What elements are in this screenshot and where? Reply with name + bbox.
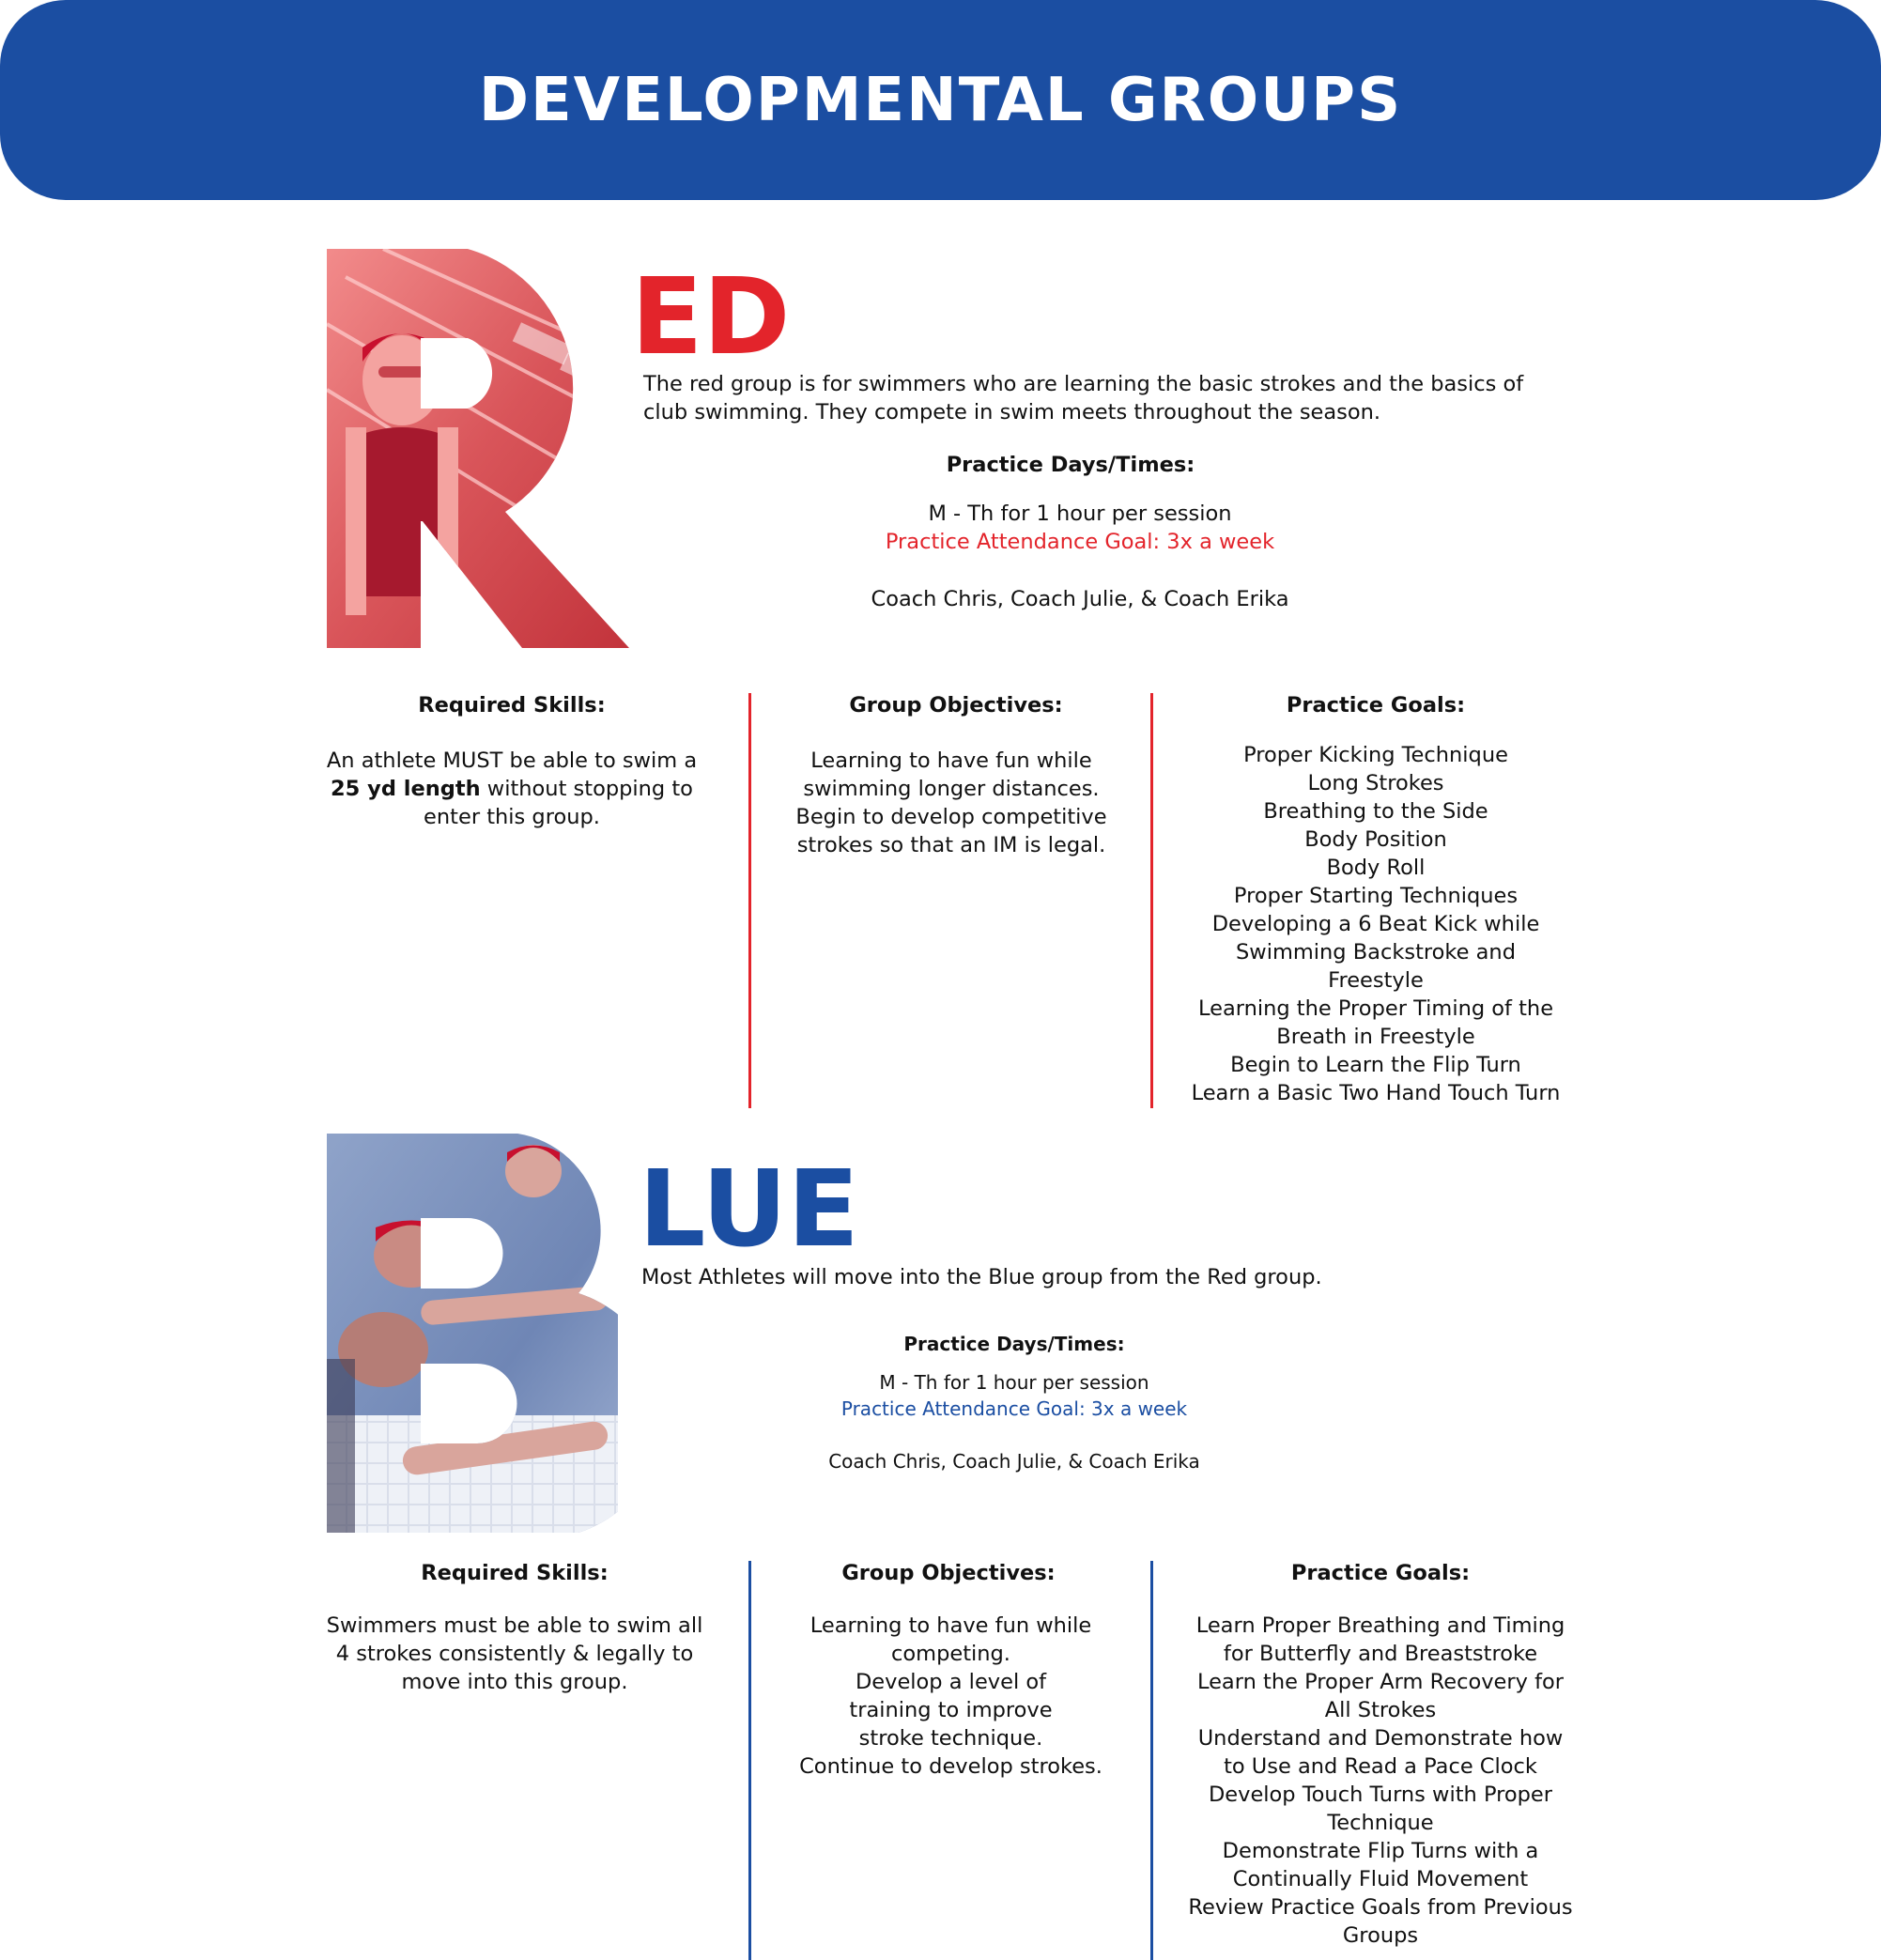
red-objectives-heading: Group Objectives: xyxy=(849,693,1063,718)
blue-skills-text: Swimmers must be able to swim all 4 strokes consistently & legally to move into this group. xyxy=(326,1613,703,1694)
blue-heading-rest: LUE xyxy=(639,1149,859,1271)
red-attendance-goal: Practice Attendance Goal: 3x a week xyxy=(885,530,1275,554)
red-description: The red group is for swimmers who are learning the basic strokes and the basics of club swimming. They compete in swim meets throughout the season. xyxy=(643,372,1524,424)
red-goals-list xyxy=(1179,741,1573,1107)
red-skills-text xyxy=(310,747,714,831)
blue-practice-heading: Practice Days/Times: xyxy=(903,1333,1125,1355)
blue-goals-list xyxy=(1188,1612,1573,1950)
blue-objectives-heading: Group Objectives: xyxy=(841,1561,1056,1585)
list-item: Learning to have fun while competing. xyxy=(809,1613,1092,1666)
red-skills-bold: 25 yd length xyxy=(331,777,481,801)
list-item: Proper Starting Techniques xyxy=(1233,884,1519,908)
list-item: Body Roll xyxy=(1326,856,1426,880)
list-item: Learn a Basic Two Hand Touch Turn xyxy=(1191,1081,1561,1105)
red-divider-2 xyxy=(1150,693,1153,1108)
blue-schedule: M - Th for 1 hour per session xyxy=(879,1371,1149,1394)
list-item: Develop Touch Turns with Proper Technique xyxy=(1208,1783,1553,1835)
red-heading-rest: ED xyxy=(631,256,791,378)
red-letter-r-photo xyxy=(327,249,632,648)
red-objectives-text: Learning to have fun while swimming longer distances. Begin to develop competitive strokes so that an IM is legal. xyxy=(795,749,1107,857)
red-skills-heading: Required Skills: xyxy=(418,693,606,718)
blue-letter-b-photo xyxy=(327,1134,618,1533)
blue-divider-1 xyxy=(748,1561,751,1960)
red-skills-post: without stopping to enter this group. xyxy=(424,777,693,829)
blue-divider-2 xyxy=(1150,1561,1153,1960)
list-item: Continue to develop strokes. xyxy=(799,1754,1102,1779)
list-item: Body Position xyxy=(1304,827,1447,852)
blue-skills-heading: Required Skills: xyxy=(421,1561,609,1585)
page-title: DEVELOPMENTAL GROUPS xyxy=(478,66,1403,135)
list-item: Demonstrate Flip Turns with a Continually Fluid Movement xyxy=(1222,1839,1539,1891)
list-item: Learn the Proper Arm Recovery for All Strokes xyxy=(1196,1670,1565,1722)
list-item: Review Practice Goals from Previous Groups xyxy=(1188,1895,1573,1948)
list-item: Begin to Learn the Flip Turn xyxy=(1230,1053,1521,1077)
blue-objectives-list xyxy=(794,1612,1108,1781)
blue-coaches: Coach Chris, Coach Julie, & Coach Erika xyxy=(828,1450,1200,1473)
list-item: Breathing to the Side xyxy=(1263,799,1488,824)
blue-attendance-goal: Practice Attendance Goal: 3x a week xyxy=(840,1397,1188,1420)
red-skills-pre: An athlete MUST be able to swim a xyxy=(326,749,698,773)
list-item: Proper Kicking Technique xyxy=(1243,743,1508,767)
red-coaches: Coach Chris, Coach Julie, & Coach Erika xyxy=(871,587,1289,611)
list-item: Learn Proper Breathing and Timing for Butterfly and Breaststroke xyxy=(1195,1613,1565,1666)
red-divider-1 xyxy=(748,693,751,1108)
list-item: Long Strokes xyxy=(1307,771,1444,795)
blue-goals-heading: Practice Goals: xyxy=(1290,1561,1471,1585)
red-goals-heading: Practice Goals: xyxy=(1286,693,1466,718)
blue-description: Most Athletes will move into the Blue group from the Red group. xyxy=(641,1265,1322,1289)
red-schedule: M - Th for 1 hour per session xyxy=(928,502,1232,526)
list-item: Understand and Demonstrate how to Use and Read a Pace Clock xyxy=(1197,1726,1564,1779)
red-practice-heading: Practice Days/Times: xyxy=(946,453,1195,477)
list-item: Developing a 6 Beat Kick while Swimming Backstroke and Freestyle xyxy=(1211,912,1540,993)
list-item: Learning the Proper Timing of the Breath in Freestyle xyxy=(1197,996,1554,1049)
list-item: Develop a level of training to improve stroke technique. xyxy=(849,1670,1053,1751)
